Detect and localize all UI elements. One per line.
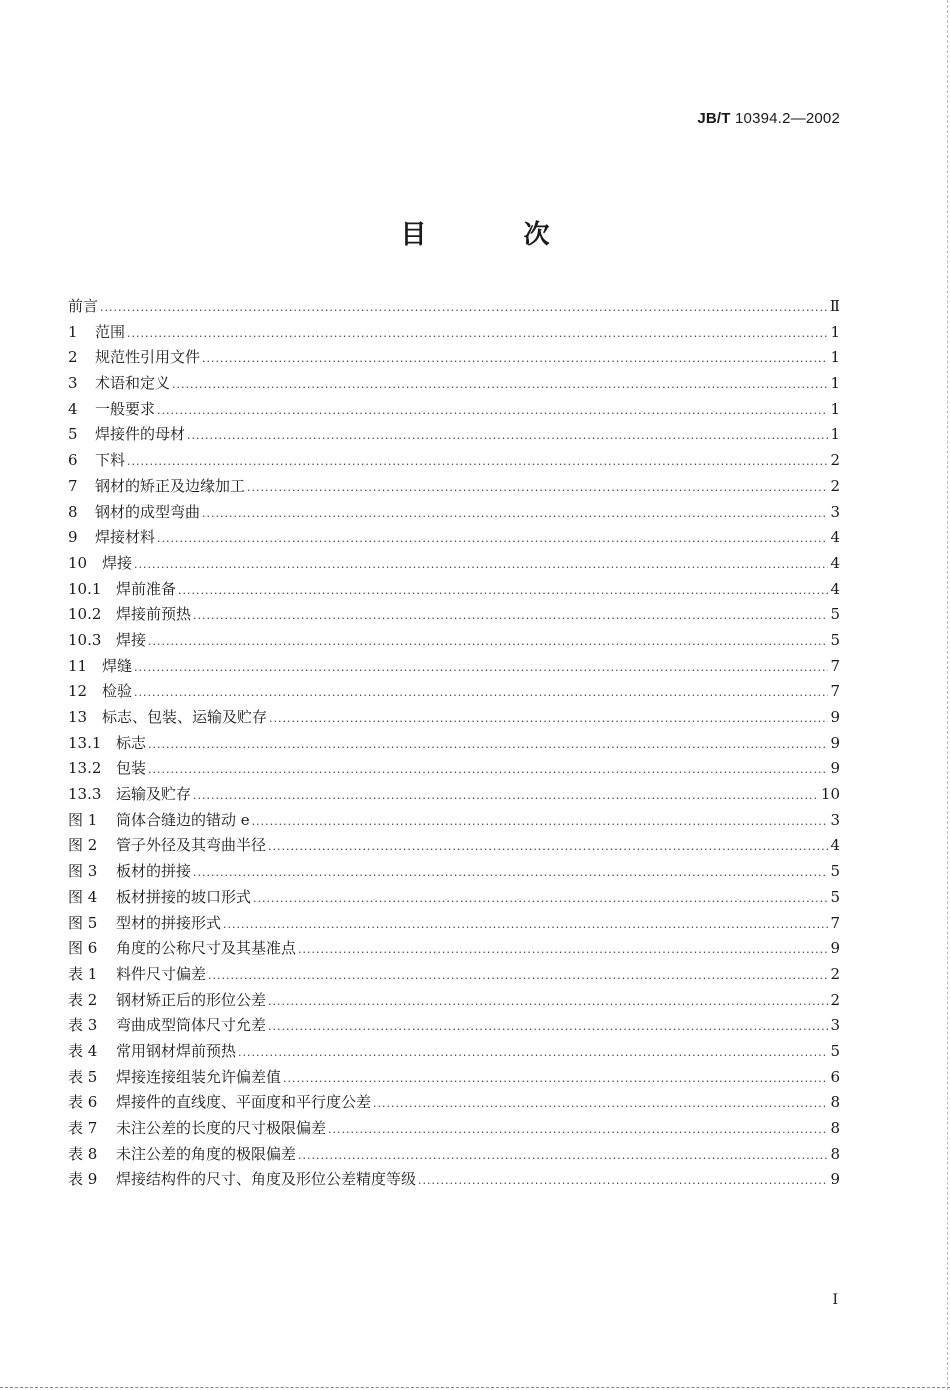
toc-dot-leader: [157, 398, 828, 424]
toc-dot-leader: [193, 783, 819, 809]
table-of-contents: [68, 294, 840, 1193]
toc-entry-title: 弯曲成型筒体尺寸允差: [116, 1016, 267, 1035]
toc-entry-title: 管子外径及其弯曲半径: [116, 836, 267, 855]
toc-dot-leader: [134, 680, 828, 706]
toc-entry[interactable]: [68, 577, 840, 603]
toc-entry[interactable]: [68, 1167, 840, 1193]
toc-entry-number: 10: [68, 553, 88, 572]
toc-entry-title: 标志: [116, 733, 147, 752]
toc-entry-title: 角度的公称尺寸及其基准点: [116, 939, 297, 958]
toc-entry[interactable]: [68, 1039, 840, 1065]
toc-dot-leader: [127, 321, 828, 347]
toc-entry-page: 3: [830, 502, 840, 521]
toc-dot-leader: [157, 526, 828, 552]
toc-dot-leader: [283, 1066, 828, 1092]
toc-entry-page: 3: [830, 810, 840, 829]
toc-dot-leader: [134, 552, 828, 578]
scan-edge-right: [946, 0, 948, 1390]
toc-dot-leader: [247, 475, 828, 501]
toc-dot-leader: [100, 295, 828, 321]
standard-number-prefix: JB/T: [697, 110, 731, 127]
toc-entry-page: 4: [830, 553, 840, 572]
toc-entry-number: 图 5: [68, 913, 98, 932]
toc-entry-title: 焊接材料: [95, 528, 156, 547]
toc-entry-title: 筒体合缝边的错动 e: [116, 810, 250, 829]
toc-entry-title: 包装: [116, 759, 147, 778]
toc-entry-title: 板材拼接的坡口形式: [116, 887, 252, 906]
toc-dot-leader: [253, 886, 828, 912]
toc-entry-number: 11: [68, 656, 88, 675]
toc-entry-number: 10.1: [68, 579, 102, 598]
toc-dot-leader: [373, 1091, 828, 1117]
toc-entry[interactable]: [68, 988, 840, 1014]
toc-entry[interactable]: [68, 345, 840, 371]
toc-entry-number: 图 2: [68, 836, 98, 855]
toc-entry-page: 5: [830, 862, 840, 881]
toc-entry[interactable]: [68, 1065, 840, 1091]
toc-entry-number: 2: [68, 348, 78, 367]
toc-entry[interactable]: [68, 320, 840, 346]
toc-entry-number: 6: [68, 451, 78, 470]
toc-entry-page: 4: [830, 528, 840, 547]
toc-dot-leader: [134, 655, 828, 681]
toc-entry-title: 标志、包装、运输及贮存: [102, 708, 268, 726]
toc-entry-page: 8: [830, 1144, 840, 1163]
toc-entry[interactable]: [68, 962, 840, 988]
toc-entry-number: 12: [68, 682, 88, 701]
toc-entry-number: 表 6: [68, 1093, 98, 1112]
toc-dot-leader: [208, 963, 828, 989]
toc-entry[interactable]: [68, 911, 840, 937]
toc-entry-page: 7: [830, 682, 840, 701]
toc-entry-number: 13.3: [68, 785, 102, 804]
toc-entry[interactable]: [68, 397, 840, 423]
toc-entry-title: 板材的拼接: [116, 862, 192, 881]
toc-entry[interactable]: [68, 602, 840, 628]
toc-entry-number: 3: [68, 374, 78, 393]
toc-dot-leader: [148, 629, 828, 655]
toc-entry-number: 5: [68, 425, 78, 444]
toc-entry-number: 1: [68, 322, 78, 341]
toc-entry[interactable]: [68, 422, 840, 448]
toc-entry-title: 未注公差的角度的极限偏差: [116, 1144, 297, 1163]
toc-entry[interactable]: [68, 525, 840, 551]
toc-entry[interactable]: [68, 654, 840, 680]
toc-entry-page: 8: [830, 1119, 840, 1137]
toc-entry[interactable]: [68, 731, 840, 757]
toc-dot-leader: [298, 1143, 828, 1169]
toc-entry[interactable]: [68, 782, 840, 808]
scan-edge-bottom: [0, 1386, 950, 1388]
toc-entry-page: 1: [830, 425, 840, 444]
toc-entry-title: 钢材的矫正及边缘加工: [95, 476, 246, 495]
toc-entry-page: 9: [830, 939, 840, 958]
toc-entry-number: 图 3: [68, 862, 98, 881]
toc-entry-title: 常用钢材焊前预热: [116, 1041, 237, 1060]
toc-dot-leader: [328, 1117, 828, 1143]
toc-entry-page: 9: [830, 708, 840, 726]
toc-entry-page: 1: [830, 399, 840, 418]
toc-entry-page: 4: [830, 836, 840, 855]
toc-entry-number: 表 9: [68, 1170, 98, 1189]
toc-entry[interactable]: [68, 859, 840, 885]
toc-entry-title: 规范性引用文件: [95, 348, 201, 367]
page-title: 目 次: [400, 220, 594, 250]
toc-entry-page: 1: [830, 322, 840, 341]
toc-entry[interactable]: [68, 936, 840, 962]
toc-dot-leader: [193, 603, 828, 629]
toc-entry-number: 9: [68, 528, 78, 547]
toc-dot-leader: [172, 372, 828, 398]
toc-entry[interactable]: [68, 1090, 840, 1116]
toc-entry[interactable]: [68, 371, 840, 397]
toc-entry-page: Ⅱ: [829, 297, 840, 315]
toc-entry-page: 1: [830, 374, 840, 393]
toc-dot-leader: [187, 423, 828, 449]
toc-entry-number: 表 8: [68, 1144, 98, 1163]
toc-entry-title: 焊接结构件的尺寸、角度及形位公差精度等级: [116, 1170, 417, 1189]
toc-dot-leader: [202, 346, 828, 372]
toc-entry-title: 钢材矫正后的形位公差: [116, 990, 267, 1009]
toc-entry-page: 1: [830, 348, 840, 367]
toc-entry-page: 7: [830, 656, 840, 675]
toc-entry[interactable]: [68, 705, 840, 731]
toc-entry-title: 焊接: [116, 630, 147, 649]
toc-entry-page: 2: [830, 990, 840, 1009]
toc-entry[interactable]: [68, 885, 840, 911]
toc-dot-leader: [269, 706, 828, 732]
toc-entry-number: 7: [68, 476, 78, 495]
toc-entry-title: 术语和定义: [95, 374, 171, 393]
toc-entry-title: 料件尺寸偏差: [116, 964, 207, 983]
toc-entry-page: 2: [830, 451, 840, 470]
toc-entry-title: 焊缝: [102, 656, 133, 675]
toc-entry-number: 10.3: [68, 630, 102, 649]
toc-entry[interactable]: [68, 448, 840, 474]
toc-entry-title: 未注公差的长度的尺寸极限偏差: [116, 1119, 327, 1137]
toc-dot-leader: [238, 1040, 828, 1066]
toc-entry-number: 4: [68, 399, 78, 418]
toc-entry-title: 检验: [102, 682, 133, 701]
toc-dot-leader: [268, 989, 828, 1015]
toc-dot-leader: [223, 912, 828, 938]
toc-entry[interactable]: [68, 679, 840, 705]
toc-dot-leader: [252, 809, 828, 835]
toc-dot-leader: [268, 834, 828, 860]
toc-entry-number: 表 1: [68, 964, 98, 983]
toc-dot-leader: [268, 1014, 828, 1040]
toc-entry-page: 3: [830, 1016, 840, 1035]
toc-entry-number: 表 5: [68, 1067, 98, 1086]
toc-entry-title: 焊接: [102, 553, 133, 572]
toc-entry-number: 表 7: [68, 1119, 98, 1137]
toc-entry-page: 4: [830, 579, 840, 598]
toc-entry[interactable]: [68, 294, 840, 320]
toc-entry-title: 型材的拼接形式: [116, 913, 222, 932]
toc-entry-title: 运输及贮存: [116, 785, 192, 804]
toc-entry-number: 表 2: [68, 990, 98, 1009]
toc-entry-page: 5: [830, 887, 840, 906]
toc-entry-number: 图 6: [68, 939, 98, 958]
toc-entry-page: 9: [830, 733, 840, 752]
toc-entry-page: 2: [830, 964, 840, 983]
toc-entry-title: 钢材的成型弯曲: [95, 502, 201, 521]
toc-entry-number: 表 3: [68, 1016, 98, 1035]
toc-entry[interactable]: [68, 551, 840, 577]
toc-entry[interactable]: [68, 474, 840, 500]
toc-dot-leader: [418, 1168, 828, 1194]
standard-number-rest: 10394.2—2002: [735, 110, 840, 127]
toc-entry-title: 焊接件的母材: [95, 425, 186, 444]
toc-entry[interactable]: [68, 1142, 840, 1168]
toc-dot-leader: [202, 501, 828, 527]
toc-entry-number: 13: [68, 708, 88, 726]
toc-dot-leader: [298, 937, 828, 963]
toc-entry-number: 10.2: [68, 605, 102, 624]
toc-entry-page: 9: [830, 759, 840, 778]
toc-entry-title: 下料: [95, 451, 126, 470]
toc-entry-page: 8: [830, 1093, 840, 1112]
page-number: I: [832, 1292, 838, 1308]
toc-entry[interactable]: [68, 1013, 840, 1039]
toc-entry-page: 10: [820, 785, 840, 804]
toc-entry[interactable]: [68, 756, 840, 782]
toc-entry-title: 范围: [95, 322, 126, 341]
toc-entry[interactable]: [68, 628, 840, 654]
toc-entry-title: 焊前准备: [116, 579, 177, 598]
toc-entry-number: 图 1: [68, 810, 98, 829]
toc-entry-page: 5: [830, 630, 840, 649]
toc-entry-page: 9: [830, 1170, 840, 1189]
toc-entry-number: 表 4: [68, 1041, 98, 1060]
toc-entry-title: 前言: [68, 297, 99, 315]
standard-number: [697, 110, 840, 127]
toc-dot-leader: [178, 578, 828, 604]
toc-entry-title: 焊接连接组装允许偏差值: [116, 1067, 282, 1086]
toc-entry[interactable]: [68, 833, 840, 859]
toc-entry-page: 6: [830, 1067, 840, 1086]
toc-entry-number: 13.2: [68, 759, 102, 778]
toc-dot-leader: [193, 860, 828, 886]
toc-entry[interactable]: [68, 808, 840, 834]
toc-entry[interactable]: [68, 1116, 840, 1142]
toc-entry-page: 5: [830, 1041, 840, 1060]
toc-entry-title: 一般要求: [95, 399, 156, 418]
toc-entry-number: 13.1: [68, 733, 102, 752]
toc-entry-page: 5: [830, 605, 840, 624]
toc-entry-page: 7: [830, 913, 840, 932]
toc-entry-number: 8: [68, 502, 78, 521]
toc-dot-leader: [148, 757, 828, 783]
toc-entry[interactable]: [68, 500, 840, 526]
toc-dot-leader: [127, 449, 828, 475]
toc-entry-title: 焊接件的直线度、平面度和平行度公差: [116, 1093, 372, 1112]
toc-entry-number: 图 4: [68, 887, 98, 906]
toc-entry-page: 2: [830, 476, 840, 495]
toc-entry-title: 焊接前预热: [116, 605, 192, 624]
toc-dot-leader: [148, 732, 828, 758]
